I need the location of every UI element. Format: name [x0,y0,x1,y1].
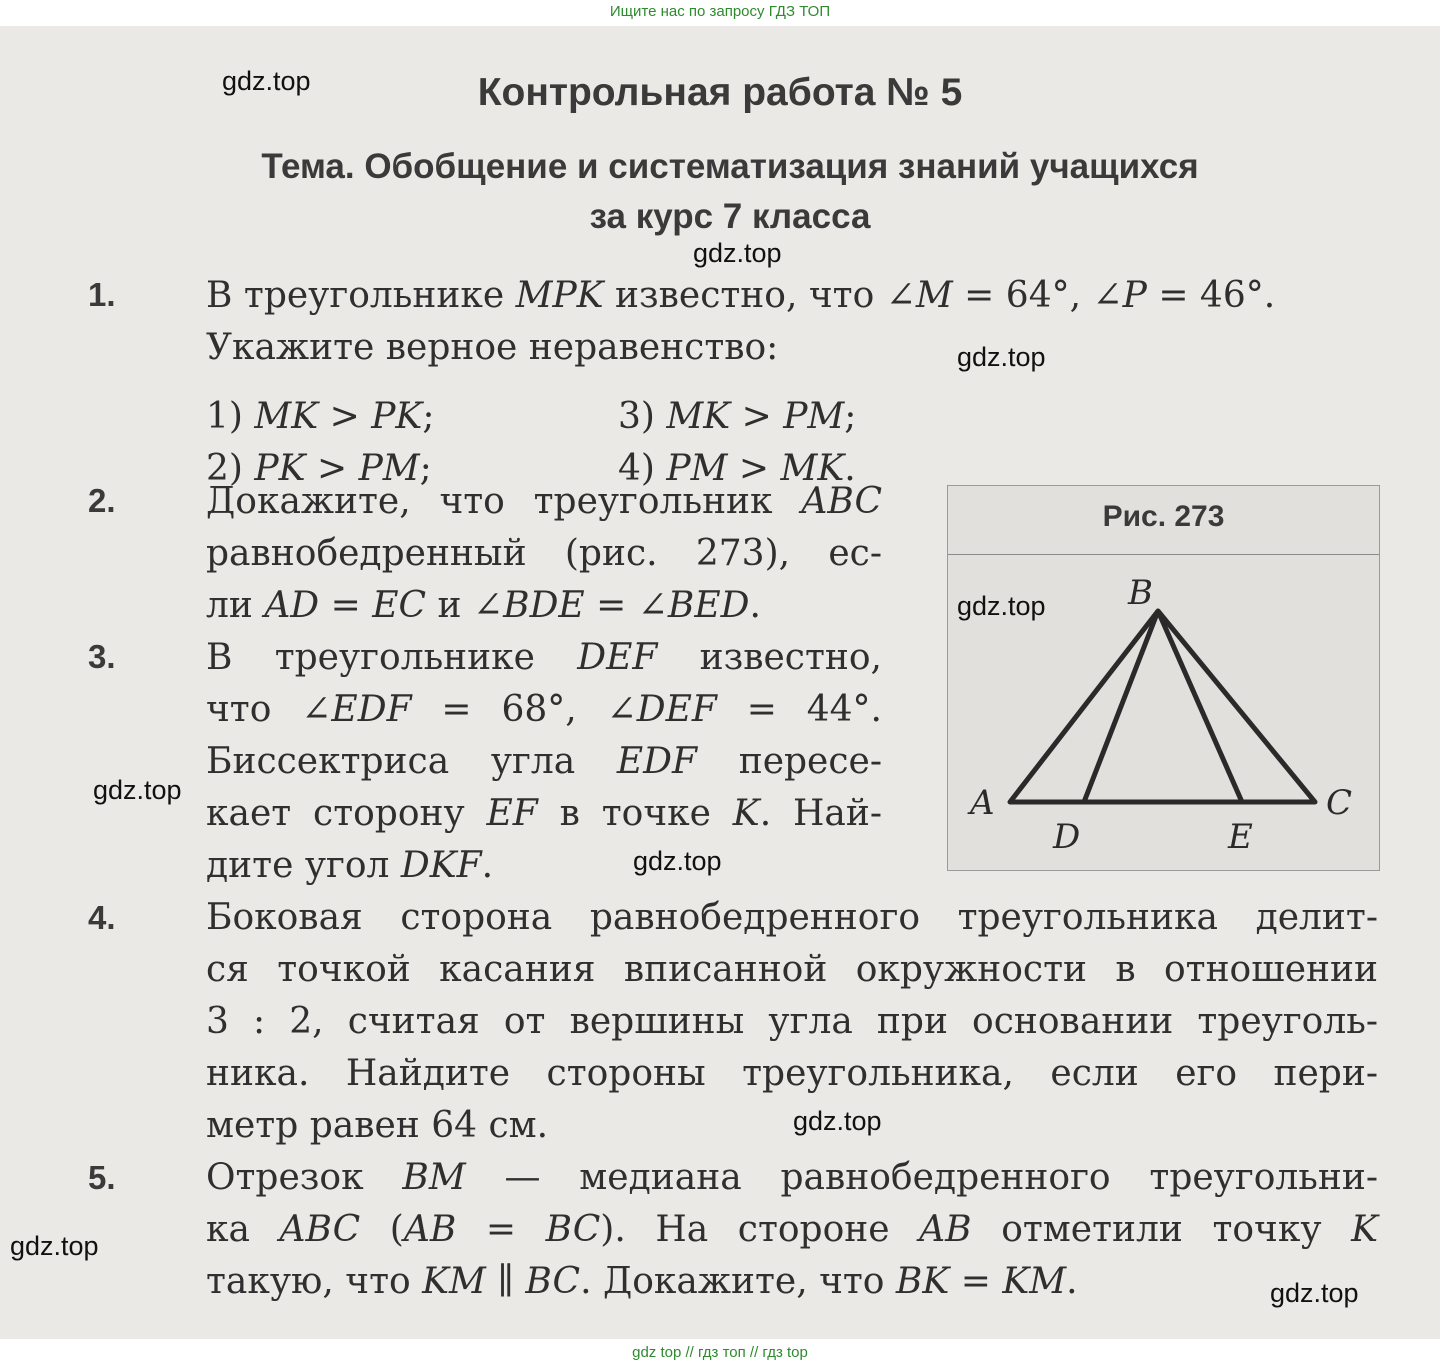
task-4-line: Боковая сторона равнобедренного треугольника делит- [206,897,1378,938]
top-banner: Ищите нас по запросу ГДЗ ТОП [0,0,1440,26]
subtitle-line: за курс 7 класса [589,197,871,236]
page-subtitle [140,142,1320,242]
task-4-line: 3 : 2, считая от вершины угла при основании треуголь- [206,1001,1378,1042]
task-1-line: В треугольнике MPK известно, что ∠M = 64°, ∠P = 46°. [206,275,1276,316]
task-5-line: такую, что KM ∥ BC. Докажите, что BK = KM. [206,1261,1078,1302]
task-2-number: 2. [88,482,116,519]
triangle-diagram [948,486,1381,872]
task-5-line: ка ABC (AB = BC). На стороне AB отметили точку K [206,1209,1378,1250]
task-1-option-1: 1) MK > PK; [206,396,435,437]
watermark: gdz.top [633,846,722,876]
task-2-line: ли AD = EC и ∠BDE = ∠BED. [206,585,761,626]
label-e: E [1228,817,1253,857]
task-4-line: ся точкой касания вписанной окружности в отношении [206,949,1378,990]
page-title: Контрольная работа № 5 [477,71,963,114]
task-5-line: Отрезок BM — медиана равнобедренного треугольни- [206,1157,1379,1198]
segment-be [1158,611,1242,802]
watermark: gdz.top [222,66,311,96]
task-3-line: Биссектриса угла EDF пересе- [206,741,882,782]
task-1-option-3: 3) MK > PM; [618,396,857,437]
figure-273 [947,485,1380,871]
task-2-line: равнобедренный (рис. 273), ес- [206,533,882,574]
label-b: B [1128,573,1153,613]
task-3-line: дите угол DKF. [206,845,494,886]
watermark: gdz.top [957,591,1046,621]
triangle-abc [1010,611,1315,802]
task-4-line: метр равен 64 см. [206,1105,549,1146]
label-d: D [1053,817,1081,857]
bottom-banner: gdz top // гдз топ // гдз top [0,1341,1440,1367]
task-1-option-2: 2) PK > PM; [206,448,432,489]
watermark: gdz.top [957,342,1046,372]
task-3-number: 3. [88,638,116,675]
watermark: gdz.top [793,1106,882,1136]
task-5-number: 5. [88,1159,116,1196]
task-1-line: Укажите верное неравенство: [206,327,779,368]
task-2-line: Докажите, что треугольник ABC [206,481,882,522]
label-c: C [1326,783,1353,823]
task-1-number: 1. [88,276,116,313]
textbook-page [0,26,1440,1339]
task-4-number: 4. [88,899,116,936]
label-a: A [970,783,995,823]
watermark: gdz.top [1270,1278,1359,1308]
segment-bd [1084,611,1158,802]
watermark: gdz.top [93,775,182,805]
task-4-line: ника. Найдите стороны треугольника, если его пери- [206,1053,1378,1094]
task-1-option-4: 4) PM > MK. [618,448,856,489]
task-3-line: кает сторону EF в точке K. Най- [206,793,883,834]
task-3-line: что ∠EDF = 68°, ∠DEF = 44°. [206,689,882,730]
task-3-line: В треугольнике DEF известно, [206,637,882,678]
subtitle-line: Тема. Обобщение и систематизация знаний учащихся [261,147,1199,186]
figure-caption: Рис. 273 [948,486,1379,555]
watermark: gdz.top [10,1231,99,1261]
watermark: gdz.top [693,238,782,268]
